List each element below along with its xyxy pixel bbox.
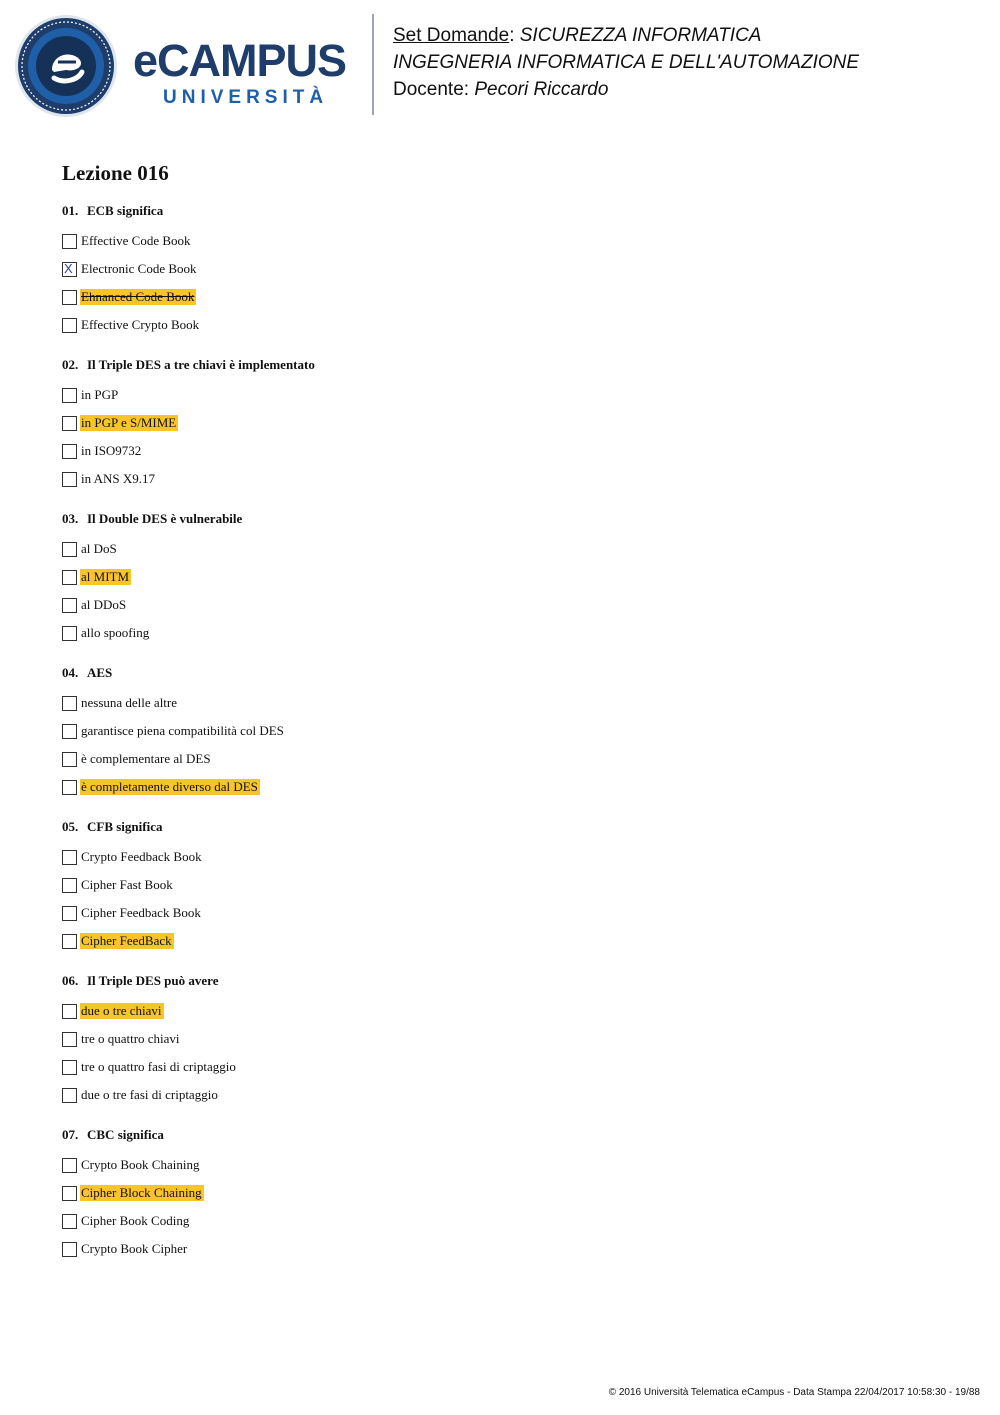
question-heading xyxy=(62,511,942,527)
answer-option[interactable] xyxy=(62,843,942,871)
answer-text: garantisce piena compatibilità col DES xyxy=(81,723,284,738)
set-separator: : xyxy=(509,25,520,46)
answer-option[interactable] xyxy=(62,1151,942,1179)
header-info xyxy=(393,22,859,103)
answer-text: Crypto Book Cipher xyxy=(81,1241,188,1256)
answer-option[interactable] xyxy=(62,465,942,493)
answer-option[interactable] xyxy=(62,409,942,437)
checkbox[interactable] xyxy=(62,1214,77,1229)
answer-text: al DDoS xyxy=(81,597,127,612)
checkbox[interactable] xyxy=(62,318,77,333)
answer-option[interactable] xyxy=(62,311,942,339)
answer-option[interactable] xyxy=(62,689,942,717)
question-heading xyxy=(62,819,942,835)
checkbox[interactable] xyxy=(62,234,77,249)
lesson-content xyxy=(62,160,942,1263)
question-heading xyxy=(62,357,942,373)
answer-option[interactable] xyxy=(62,437,942,465)
answer-text-highlighted: è completamente diverso dal DES xyxy=(81,779,258,794)
checkbox[interactable] xyxy=(62,752,77,767)
answer-option[interactable] xyxy=(62,1235,942,1263)
checkbox[interactable] xyxy=(62,626,77,641)
checkbox[interactable] xyxy=(62,598,77,613)
lesson-title: Lezione 016 xyxy=(62,161,169,185)
question-number: 05. xyxy=(62,819,79,834)
question-text: CBC significa xyxy=(87,1127,164,1142)
answer-option[interactable] xyxy=(62,1179,942,1207)
question-text: Il Triple DES può avere xyxy=(87,973,219,988)
answer-text: Crypto Book Chaining xyxy=(81,1157,200,1172)
answer-text: in ISO9732 xyxy=(81,443,142,458)
answer-text: in PGP xyxy=(81,387,119,402)
question-block xyxy=(62,819,942,955)
header-divider xyxy=(372,14,374,115)
answer-text: in ANS X9.17 xyxy=(81,471,156,486)
page-footer: © 2016 Università Telematica eCampus - Data Stampa 22/04/2017 10:58:30 - 19/88 xyxy=(608,1387,980,1398)
answer-option[interactable] xyxy=(62,381,942,409)
answer-text: al DoS xyxy=(81,541,117,556)
set-value: SICUREZZA INFORMATICA xyxy=(519,25,762,46)
checkbox[interactable] xyxy=(62,416,77,431)
answer-option[interactable] xyxy=(62,927,942,955)
checkbox[interactable] xyxy=(62,1186,77,1201)
teacher-label: Docente: xyxy=(393,79,475,100)
checkbox[interactable] xyxy=(62,1004,77,1019)
question-block xyxy=(62,357,942,493)
answer-option[interactable] xyxy=(62,1081,942,1109)
question-heading xyxy=(62,973,942,989)
checkbox[interactable] xyxy=(62,1088,77,1103)
question-heading xyxy=(62,203,942,219)
answer-text: due o tre fasi di criptaggio xyxy=(81,1087,218,1102)
question-block xyxy=(62,1127,942,1263)
checked-checkbox[interactable] xyxy=(62,262,77,277)
question-number: 06. xyxy=(62,973,79,988)
answer-option[interactable] xyxy=(62,227,942,255)
answer-text-highlighted: in PGP e S/MIME xyxy=(81,415,177,430)
answer-option[interactable] xyxy=(62,717,942,745)
answer-text: tre o quattro fasi di criptaggio xyxy=(81,1059,236,1074)
ecampus-seal-icon xyxy=(14,14,118,118)
question-text: Il Double DES è vulnerabile xyxy=(87,511,243,526)
answer-option[interactable] xyxy=(62,871,942,899)
brand-subtitle: UNIVERSITÀ xyxy=(163,87,329,108)
checkbox[interactable] xyxy=(62,696,77,711)
answer-text: è complementare al DES xyxy=(81,751,211,766)
question-text: Il Triple DES a tre chiavi è implementato xyxy=(87,357,315,372)
teacher-line xyxy=(393,76,859,103)
answer-option[interactable] xyxy=(62,591,942,619)
answer-text-highlighted: due o tre chiavi xyxy=(81,1003,162,1018)
answer-text: Effective Crypto Book xyxy=(81,317,200,332)
answer-text: nessuna delle altre xyxy=(81,695,178,710)
answer-option[interactable] xyxy=(62,535,942,563)
set-line xyxy=(393,22,859,49)
question-number: 01. xyxy=(62,203,79,218)
answer-option[interactable] xyxy=(62,255,942,283)
brand-name-text: eCAMPUS xyxy=(133,35,347,86)
answer-option[interactable] xyxy=(62,1053,942,1081)
question-block xyxy=(62,203,942,339)
answer-text: Effective Code Book xyxy=(81,233,191,248)
answer-text: Cipher Fast Book xyxy=(81,877,173,892)
answer-text-highlighted: Cipher Block Chaining xyxy=(81,1185,202,1200)
question-text: ECB significa xyxy=(87,203,164,218)
question-number: 03. xyxy=(62,511,79,526)
answer-option[interactable] xyxy=(62,563,942,591)
set-label: Set Domande xyxy=(393,25,510,46)
checkbox-mark: X xyxy=(64,260,73,276)
question-text: CFB significa xyxy=(87,819,163,834)
question-heading xyxy=(62,1127,942,1143)
answer-text-highlighted: Cipher FeedBack xyxy=(81,933,172,948)
question-number: 04. xyxy=(62,665,79,680)
checkbox[interactable] xyxy=(62,388,77,403)
answer-text: Crypto Feedback Book xyxy=(81,849,202,864)
answer-text: Electronic Code Book xyxy=(81,261,197,276)
question-number: 07. xyxy=(62,1127,79,1142)
answer-option[interactable] xyxy=(62,997,942,1025)
question-block xyxy=(62,973,942,1109)
question-list xyxy=(62,203,942,1263)
checkbox[interactable] xyxy=(62,906,77,921)
answer-text: allo spoofing xyxy=(81,625,150,640)
checkbox[interactable] xyxy=(62,934,77,949)
question-block xyxy=(62,665,942,801)
checkbox[interactable] xyxy=(62,290,77,305)
answer-text: Cipher Feedback Book xyxy=(81,905,201,920)
answer-text-highlighted: Ehnanced Code Book xyxy=(81,289,195,304)
checkbox[interactable] xyxy=(62,542,77,557)
answer-text: tre o quattro chiavi xyxy=(81,1031,180,1046)
answer-option[interactable] xyxy=(62,773,942,801)
checkbox[interactable] xyxy=(62,878,77,893)
checkbox[interactable] xyxy=(62,472,77,487)
checkbox[interactable] xyxy=(62,724,77,739)
question-heading xyxy=(62,665,942,681)
answer-option[interactable] xyxy=(62,283,942,311)
answer-option[interactable] xyxy=(62,745,942,773)
answer-option[interactable] xyxy=(62,899,942,927)
answer-option[interactable] xyxy=(62,1207,942,1235)
brand-name xyxy=(133,35,347,86)
answer-option[interactable] xyxy=(62,1025,942,1053)
checkbox[interactable] xyxy=(62,1158,77,1173)
question-number: 02. xyxy=(62,357,79,372)
question-block xyxy=(62,511,942,647)
answer-text: Cipher Book Coding xyxy=(81,1213,190,1228)
checkbox[interactable] xyxy=(62,780,77,795)
checkbox[interactable] xyxy=(62,570,77,585)
checkbox[interactable] xyxy=(62,850,77,865)
checkbox[interactable] xyxy=(62,1032,77,1047)
course-name: INGEGNERIA INFORMATICA E DELL'AUTOMAZIONE xyxy=(393,52,860,73)
teacher-name: Pecori Riccardo xyxy=(474,79,609,100)
question-text: AES xyxy=(87,665,113,680)
answer-option[interactable] xyxy=(62,619,942,647)
page-header xyxy=(0,0,1000,130)
checkbox[interactable] xyxy=(62,444,77,459)
answer-text-highlighted: al MITM xyxy=(81,569,130,584)
checkbox[interactable] xyxy=(62,1242,77,1257)
checkbox[interactable] xyxy=(62,1060,77,1075)
